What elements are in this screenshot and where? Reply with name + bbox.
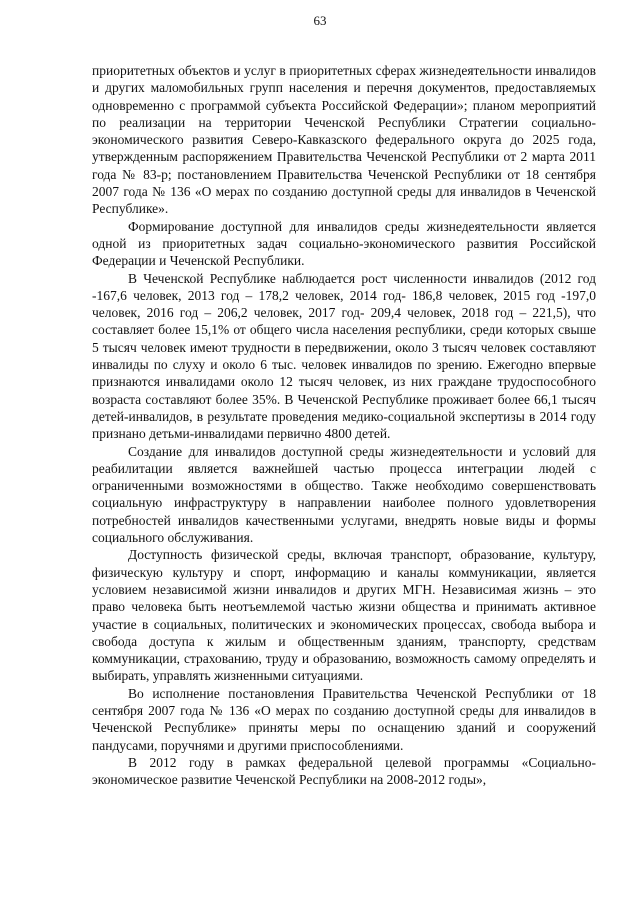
document-body xyxy=(92,62,596,788)
paragraph: В Чеченской Республике наблюдается рост численности инвалидов (2012 год -167,6 человек, 2013 год – 178,2 человек, 2014 год- 186,8 человек, 2015 год -197,0 человек, 2016 год – 206,2 человек, 2017 год- 209,4 человек, 2018 год – 221,5), что составляет более 15,1% от общего числа населения республики, среди которых свыше 5 тысяч человек имеют трудности в передвижении, около 3 тысяч человек составляют инвалиды по слуху и около 6 тыс. человек инвалидов по зрению. Ежегодно впервые признаются инвалидами около 12 тысяч человек, из них граждане трудоспособного возраста составляют более 35%. В Чеченской Республике проживает более 66,1 тысяч детей-инвалидов, в результате проведения медико-социальной экспертизы в 2014 году признано детьми-инвалидами первично 4800 детей. xyxy=(92,270,596,442)
paragraph: Доступность физической среды, включая транспорт, образование, культуру, физическую культуру и спорт, информацию и каналы коммуникации, является условием независимой жизни инвалидов и других МГН. Независимая жизнь – это право человека быть неотъемлемой частью жизни общества и принимать активное участие в социальных, политических и экономических процессах, свобода выбора и свобода доступа к жилым и общественным зданиям, транспорту, средствам коммуникации, страхованию, труду и образованию, возможность самому определять и выбирать, управлять жизненными ситуациями. xyxy=(92,547,596,684)
paragraph-continuation: приоритетных объектов и услуг в приоритетных сферах жизнедеятельности инвалидов и других маломобильных групп населения и перечня документов, предоставляемых одновременно с программой субъекта Российской Федерации»; планом мероприятий по реализации на территории Чеченской Республики Стратегии социально-экономического развития Северо-Кавказского федерального округа до 2025 года, утвержденным распоряжением Правительства Чеченской Республики от 2 марта 2011 года № 83-р; постановлением Правительства Чеченской Республики от 18 сентября 2007 года № 136 «О мерах по созданию доступной среды для инвалидов в Чеченской Республике». xyxy=(92,63,596,217)
paragraph: Во исполнение постановления Правительства Чеченской Республики от 18 сентября 2007 года № 136 «О мерах по созданию доступной среды для инвалидов в Чеченской Республике» приняты меры по оснащению зданий и сооружений пандусами, поручнями и другими приспособлениями. xyxy=(92,685,596,753)
page-number: 63 xyxy=(313,13,327,28)
paragraph: В 2012 году в рамках федеральной целевой программы «Социально-экономическое развитие Чеченской Республики на 2008-2012 годы», xyxy=(92,754,596,788)
paragraph: Создание для инвалидов доступной среды жизнедеятельности и условий для реабилитации является важнейшей частью процесса интеграции людей с ограниченными возможностями в общество. Также необходимо совершенствовать социальную инфраструктуру в направлении наиболее полного удовлетворения потребностей инвалидов качественными услугами, внедрять новые виды и формы социального обслуживания. xyxy=(92,443,596,546)
paragraph: Формирование доступной для инвалидов среды жизнедеятельности является одной из приоритетных задач социально-экономического развития Российской Федерации и Чеченской Республики. xyxy=(92,218,596,269)
